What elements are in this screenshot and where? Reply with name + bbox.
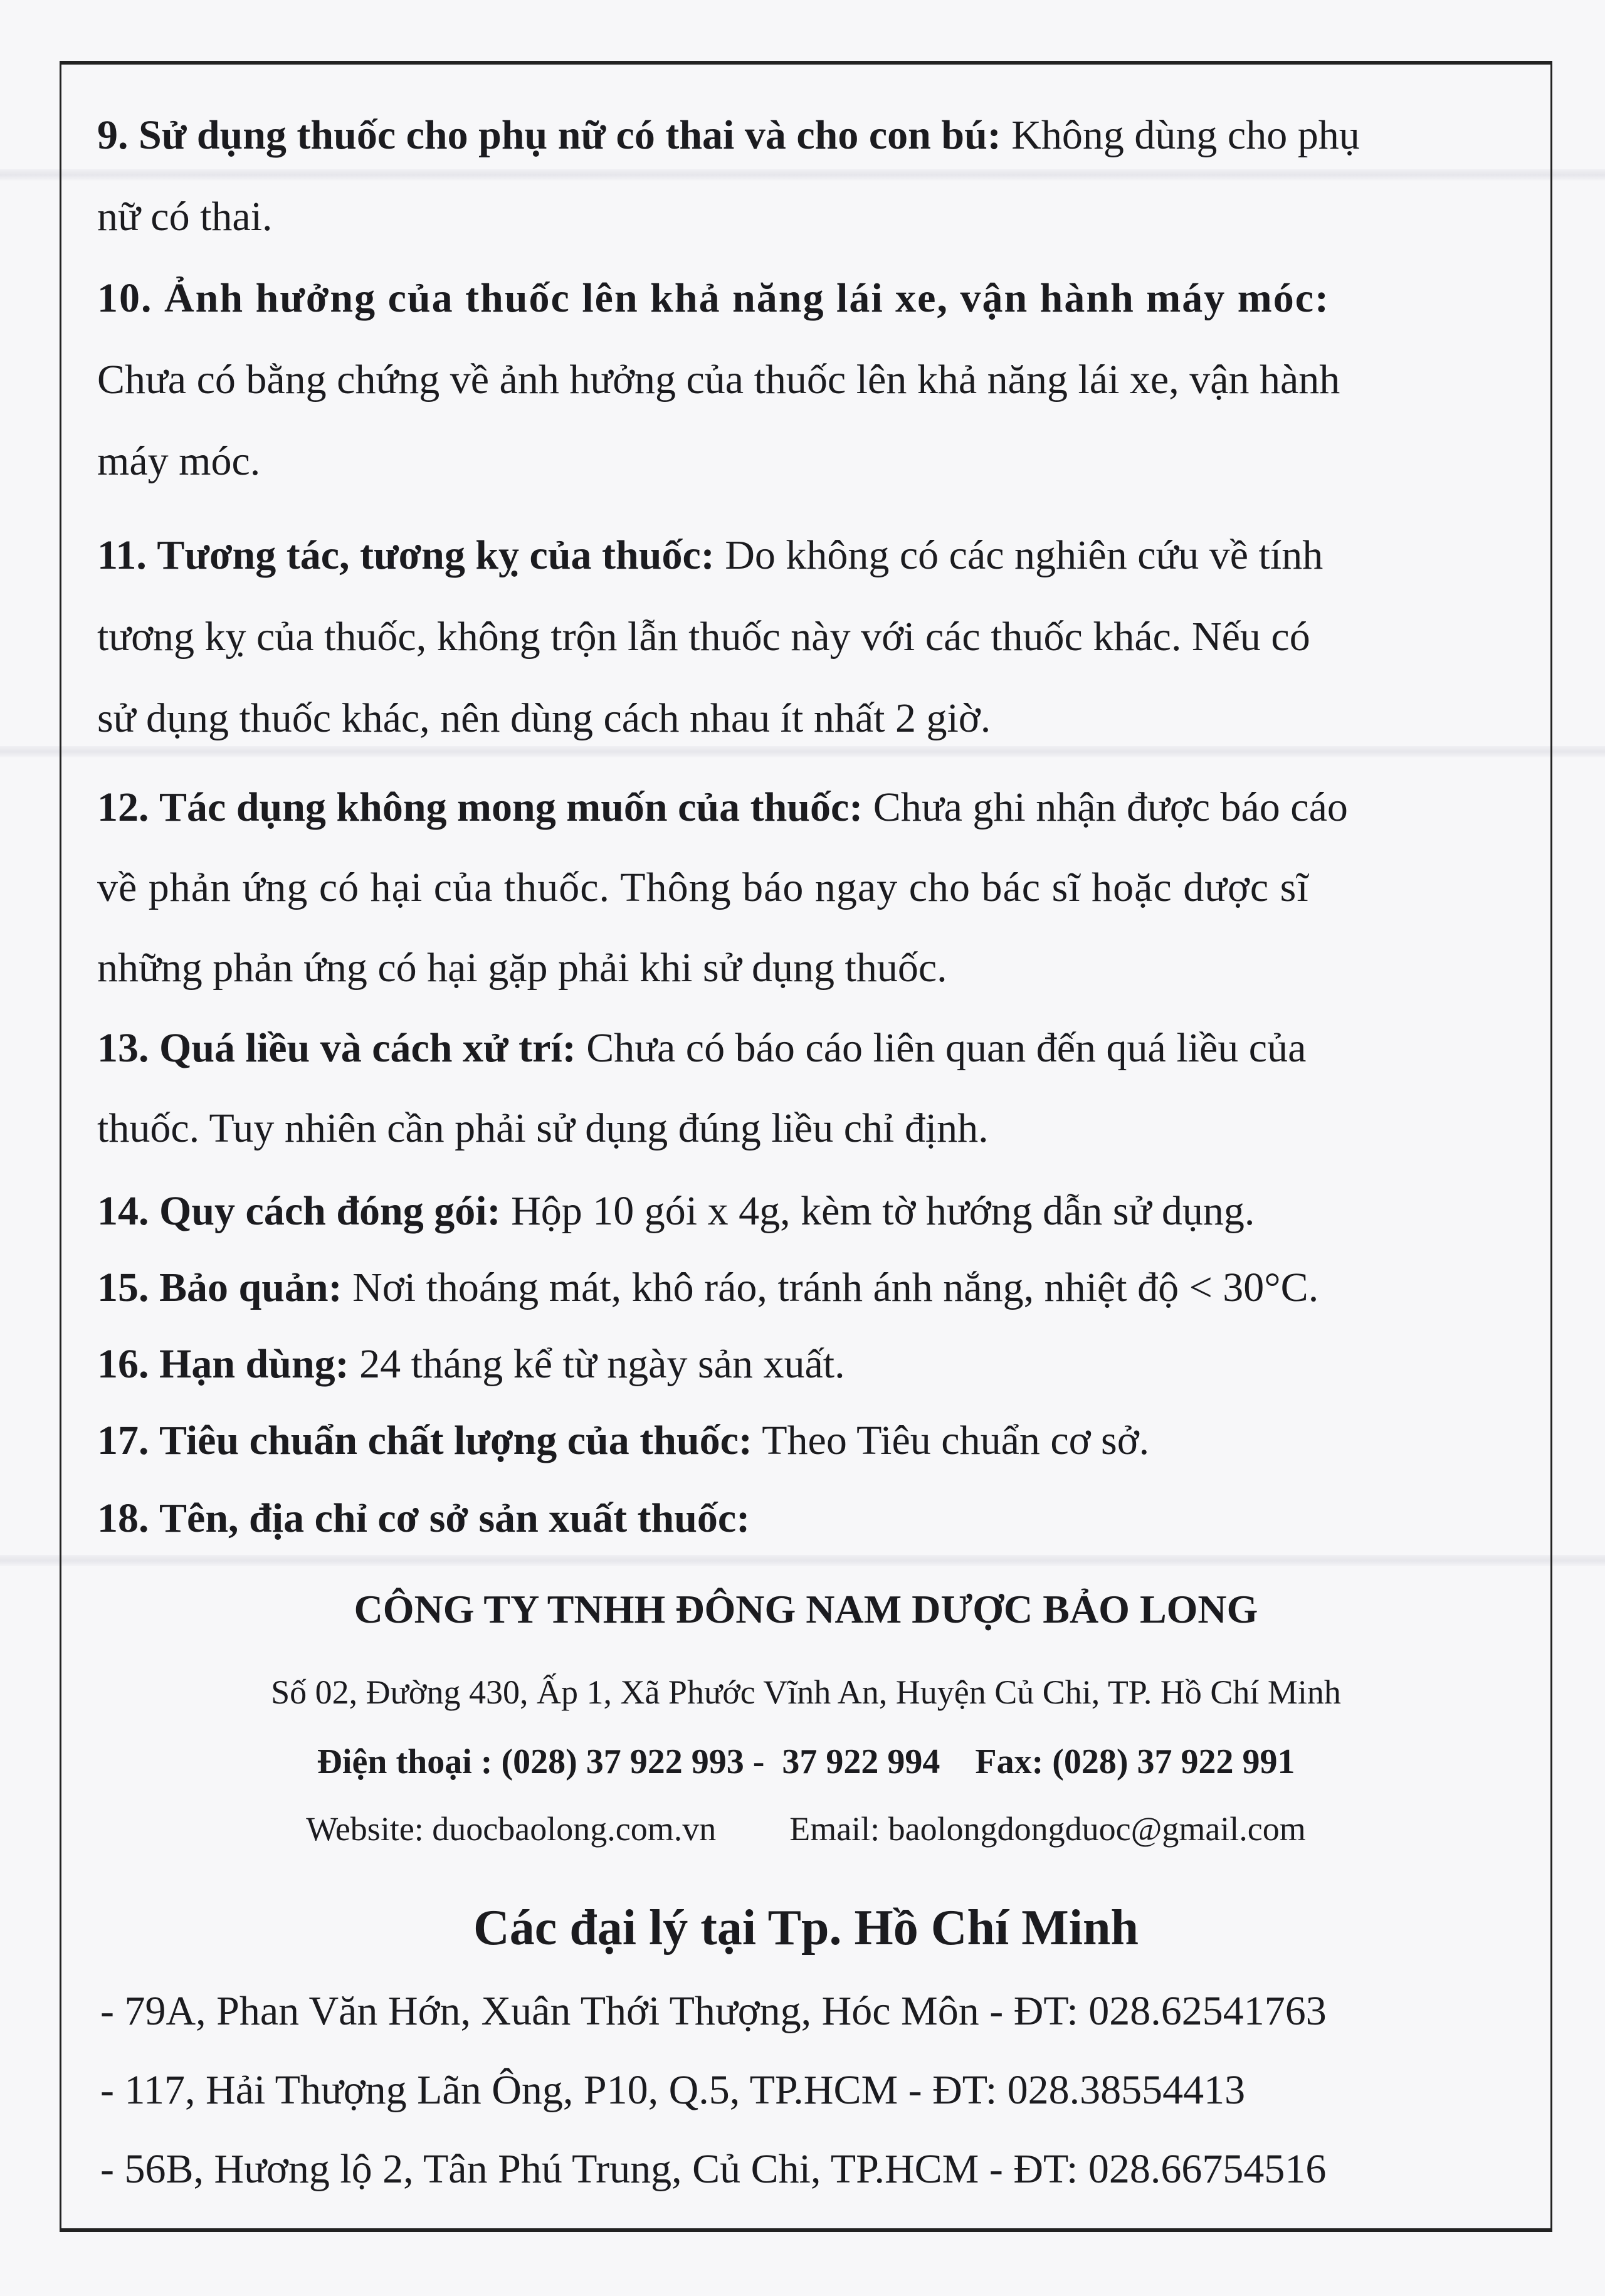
section-10-title — [97, 275, 1330, 322]
section-16 — [97, 1340, 845, 1388]
section-title: Hạn dùng: — [159, 1341, 349, 1387]
section-number: 14. — [97, 1188, 149, 1234]
section-title: Sử dụng thuốc cho phụ nữ có thai và cho con bú: — [139, 112, 1001, 158]
section-18 — [97, 1495, 750, 1542]
section-text: 24 tháng kể từ ngày sản xuất. — [359, 1341, 845, 1387]
manufacturer-phone: Điện thoại : (028) 37 922 993 - 37 922 994 Fax: (028) 37 922 991 — [317, 1742, 1295, 1781]
section-text: sử dụng thuốc khác, nên dùng cách nhau ít nhất 2 giờ. — [97, 695, 991, 741]
section-12-line-1 — [97, 784, 1348, 831]
section-title: Bảo quản: — [159, 1265, 342, 1310]
section-9-line-2 — [97, 193, 273, 241]
section-number: 15. — [97, 1265, 149, 1310]
section-title: Tác dụng không mong muốn của thuốc: — [159, 784, 863, 830]
section-text: Do không có các nghiên cứu về tính — [725, 532, 1323, 578]
section-14 — [97, 1187, 1255, 1235]
section-11-line-2 — [97, 613, 1310, 661]
section-title: Tương tác, tương kỵ của thuốc: — [157, 532, 715, 578]
section-text: nữ có thai. — [97, 194, 273, 240]
section-12-line-3 — [97, 944, 947, 992]
section-number: 18. — [97, 1495, 149, 1541]
section-11-line-3 — [97, 695, 991, 742]
section-number: 17. — [97, 1418, 149, 1463]
section-title: Quy cách đóng gói: — [159, 1188, 501, 1234]
section-11-line-1 — [97, 532, 1323, 579]
section-text: Nơi thoáng mát, khô ráo, tránh ánh nắng, nhiệt độ < 30°C. — [352, 1265, 1319, 1310]
agents-title: Các đại lý tại Tp. Hồ Chí Minh — [473, 1900, 1139, 1956]
section-text: những phản ứng có hại gặp phải khi sử dụng thuốc. — [97, 945, 947, 991]
section-number: 16. — [97, 1341, 149, 1387]
section-13-line-1 — [97, 1024, 1306, 1072]
section-number: 12. — [97, 784, 149, 830]
section-text: máy móc. — [97, 438, 261, 484]
section-text: về phản ứng có hại của thuốc. Thông báo ngay cho bác sĩ hoặc dược sĩ — [97, 865, 1309, 910]
section-title: Ảnh hưởng của thuốc lên khả năng lái xe, vận hành máy móc: — [164, 275, 1330, 321]
agent-item: - 79A, Phan Văn Hớn, Xuân Thới Thượng, Hóc Môn - ĐT: 028.62541763 — [100, 1988, 1327, 2034]
section-text: Hộp 10 gói x 4g, kèm tờ hướng dẫn sử dụng. — [511, 1188, 1255, 1234]
section-number: 9. — [97, 112, 129, 158]
email-text: Email: baolongdongduoc@gmail.com — [789, 1810, 1306, 1848]
section-17 — [97, 1417, 1149, 1465]
manufacturer-contact — [60, 1809, 1552, 1848]
section-9-line-1 — [97, 112, 1360, 159]
agent-item: - 56B, Hương lộ 2, Tân Phú Trung, Củ Chi, TP.HCM - ĐT: 028.66754516 — [100, 2146, 1327, 2192]
section-title: Quá liều và cách xử trí: — [159, 1025, 576, 1071]
section-13-line-2 — [97, 1105, 989, 1152]
section-title: Tiêu chuẩn chất lượng của thuốc: — [159, 1418, 752, 1463]
section-title: Tên, địa chỉ cơ sở sản xuất thuốc: — [159, 1495, 750, 1541]
section-number: 13. — [97, 1025, 149, 1071]
section-15 — [97, 1264, 1318, 1312]
manufacturer-name: CÔNG TY TNHH ĐÔNG NAM DƯỢC BẢO LONG — [354, 1587, 1258, 1631]
section-text: Chưa có báo cáo liên quan đến quá liều của — [586, 1025, 1307, 1071]
website-text: Website: duocbaolong.com.vn — [306, 1810, 717, 1848]
section-12-line-2 — [97, 864, 1309, 912]
section-text: thuốc. Tuy nhiên cần phải sử dụng đúng liều chỉ định. — [97, 1105, 989, 1151]
agent-item: - 117, Hải Thượng Lãn Ông, P10, Q.5, TP.HCM - ĐT: 028.38554413 — [100, 2067, 1246, 2113]
section-number: 10. — [97, 275, 153, 321]
section-10-line-2 — [97, 438, 260, 485]
section-number: 11. — [97, 532, 147, 578]
manufacturer-address: Số 02, Đường 430, Ấp 1, Xã Phước Vĩnh An, Huyện Củ Chi, TP. Hồ Chí Minh — [271, 1673, 1341, 1711]
section-text: tương kỵ của thuốc, không trộn lẫn thuốc này với các thuốc khác. Nếu có — [97, 614, 1310, 660]
section-text: Không dùng cho phụ — [1011, 112, 1360, 158]
section-text: Chưa có bằng chứng về ảnh hưởng của thuốc lên khả năng lái xe, vận hành — [97, 357, 1340, 403]
section-text: Chưa ghi nhận được báo cáo — [873, 784, 1348, 830]
section-text: Theo Tiêu chuẩn cơ sở. — [762, 1418, 1150, 1463]
section-10-line-1 — [97, 356, 1340, 404]
